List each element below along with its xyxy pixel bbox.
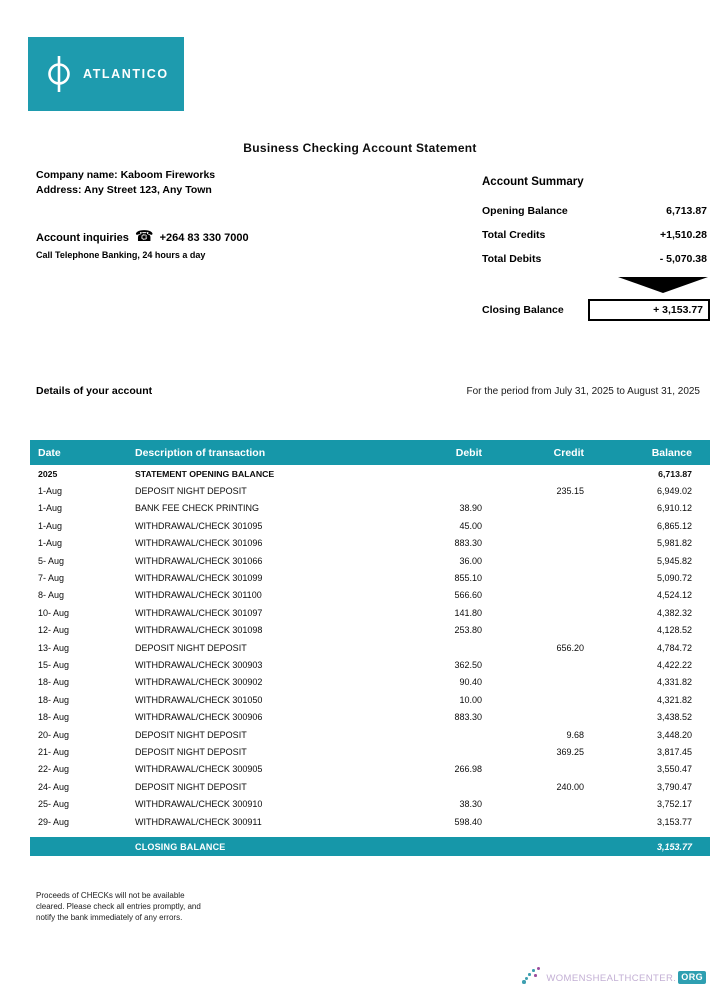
summary-value: 6,713.87	[666, 205, 707, 217]
cell-credit	[490, 500, 588, 517]
cell-credit: 9.68	[566, 729, 584, 740]
phi-icon	[44, 53, 74, 95]
cell-credit: 656.20	[556, 642, 584, 653]
cell-debit	[380, 639, 490, 656]
cell-balance: 6,713.87	[658, 468, 692, 479]
table-row	[30, 795, 710, 812]
cell-balance: 3,790.47	[656, 781, 692, 792]
table-row	[30, 726, 710, 743]
cell-balance: 5,090.72	[656, 573, 692, 584]
closing-balance-label: Closing Balance	[482, 304, 564, 316]
table-row	[30, 656, 710, 673]
cell-balance: 4,422.22	[656, 659, 692, 670]
cell-debit: 253.80	[454, 625, 482, 636]
table-row	[30, 639, 710, 656]
summary-label: Total Debits	[482, 253, 542, 265]
cell-balance: 6,865.12	[656, 520, 692, 531]
cell-description: DEPOSIT NIGHT DEPOSIT	[135, 746, 247, 757]
cell-credit	[490, 708, 588, 725]
cell-debit: 36.00	[459, 555, 482, 566]
table-row	[30, 813, 710, 830]
cell-balance: 3,448.20	[656, 729, 692, 740]
summary-heading: Account Summary	[482, 176, 584, 188]
cell-date: 18- Aug	[38, 677, 70, 688]
cell-debit: 855.10	[454, 573, 482, 584]
cell-credit	[490, 465, 588, 482]
cell-balance: 6,949.02	[656, 486, 692, 497]
cell-balance: 4,784.72	[656, 642, 692, 653]
table-row	[30, 482, 710, 499]
cell-description: WITHDRAWAL/CHECK 301050	[135, 694, 263, 705]
table-row	[30, 552, 710, 569]
cell-debit: 266.98	[454, 764, 482, 775]
cell-balance: 6,910.12	[656, 503, 692, 514]
cell-debit: 598.40	[454, 816, 482, 827]
company-address: Address: Any Street 123, Any Town	[36, 184, 212, 196]
cell-description: DEPOSIT NIGHT DEPOSIT	[135, 729, 247, 740]
cell-date: 18- Aug	[38, 694, 70, 705]
cell-credit	[490, 795, 588, 812]
cell-debit	[380, 482, 490, 499]
cell-date: 1-Aug	[38, 503, 63, 514]
table-row	[30, 691, 710, 708]
cell-debit	[380, 778, 490, 795]
header-credit: Credit	[490, 440, 588, 465]
summary-row	[482, 229, 710, 241]
summary-value: +1,510.28	[659, 229, 707, 241]
cell-date: 24- Aug	[38, 781, 70, 792]
telephone-banking-note: Call Telephone Banking, 24 hours a day	[36, 250, 206, 260]
table-row	[30, 465, 710, 482]
cell-date: 1-Aug	[38, 520, 63, 531]
cell-date: 21- Aug	[38, 746, 70, 757]
company-info	[36, 168, 215, 198]
cell-balance: 3,752.17	[656, 799, 692, 810]
table-row	[30, 500, 710, 517]
cell-debit: 10.00	[459, 694, 482, 705]
cell-date: 2025	[38, 468, 58, 479]
cell-description: WITHDRAWAL/CHECK 300902	[135, 677, 263, 688]
summary-label: Opening Balance	[482, 205, 568, 217]
cell-balance: 5,945.82	[656, 555, 692, 566]
table-row	[30, 535, 710, 552]
cell-date: 15- Aug	[38, 659, 70, 670]
table-row	[30, 587, 710, 604]
table-row	[30, 674, 710, 691]
table-row	[30, 761, 710, 778]
cell-credit: 235.15	[556, 486, 584, 497]
cell-credit	[490, 813, 588, 830]
table-row	[30, 778, 710, 795]
header-description: Description of transaction	[135, 440, 380, 465]
cell-credit	[490, 761, 588, 778]
bank-logo	[28, 37, 184, 111]
table-row	[30, 604, 710, 621]
cell-balance: 3,550.47	[656, 764, 692, 775]
cell-date: 22- Aug	[38, 764, 70, 775]
cell-credit	[490, 691, 588, 708]
table-row	[30, 517, 710, 534]
cell-description: WITHDRAWAL/CHECK 301100	[135, 590, 262, 601]
cell-description: WITHDRAWAL/CHECK 301095	[135, 520, 263, 531]
cell-credit	[490, 535, 588, 552]
cell-debit: 362.50	[454, 659, 482, 670]
summary-value: - 5,070.38	[659, 253, 707, 265]
header-date: Date	[30, 440, 135, 465]
cell-credit: 240.00	[556, 781, 584, 792]
cell-debit	[380, 726, 490, 743]
summary-label: Total Credits	[482, 229, 546, 241]
cell-balance: 4,524.12	[656, 590, 692, 601]
transactions-table	[30, 440, 710, 830]
table-row	[30, 569, 710, 586]
cell-date: 10- Aug	[38, 607, 70, 618]
cell-date: 13- Aug	[38, 642, 70, 653]
cell-debit: 141.80	[454, 607, 482, 618]
details-header	[36, 385, 700, 397]
page-title: Business Checking Account Statement	[243, 141, 477, 155]
cell-debit	[380, 743, 490, 760]
cell-date: 5- Aug	[38, 555, 65, 566]
cell-date: 1-Aug	[38, 486, 63, 497]
cell-description: WITHDRAWAL/CHECK 301096	[135, 538, 263, 549]
bank-name: ATLANTICO	[83, 67, 169, 81]
cell-description: DEPOSIT NIGHT DEPOSIT	[135, 486, 247, 497]
cell-description: WITHDRAWAL/CHECK 300906	[135, 712, 263, 723]
cell-credit: 369.25	[556, 746, 584, 757]
cell-description: WITHDRAWAL/CHECK 300911	[135, 816, 262, 827]
cell-date: 18- Aug	[38, 712, 70, 723]
cell-date: 25- Aug	[38, 799, 70, 810]
cell-debit: 883.30	[454, 538, 482, 549]
cell-balance: 4,321.82	[656, 694, 692, 705]
cell-date: 7- Aug	[38, 573, 65, 584]
table-row	[30, 622, 710, 639]
cell-debit	[380, 465, 490, 482]
cell-credit	[490, 552, 588, 569]
footer-note	[36, 890, 201, 923]
cell-credit	[490, 674, 588, 691]
cell-date: 20- Aug	[38, 729, 70, 740]
header-balance: Balance	[588, 440, 710, 465]
site-watermark	[522, 964, 706, 984]
table-header-row	[30, 440, 710, 465]
company-name: Company name: Kaboom Fireworks	[36, 169, 216, 181]
arrow-down-icon	[618, 277, 708, 293]
cell-balance: 4,128.52	[656, 625, 692, 636]
cell-description: WITHDRAWAL/CHECK 300905	[135, 764, 263, 775]
cell-description: STATEMENT OPENING BALANCE	[135, 468, 275, 479]
watermark-org-badge: ORG	[678, 971, 706, 984]
cell-date: 12- Aug	[38, 625, 70, 636]
cell-date: 29- Aug	[38, 816, 70, 827]
closing-balance-value: + 3,153.77	[588, 299, 710, 321]
closing-balance-bar	[30, 837, 710, 856]
cell-credit	[490, 604, 588, 621]
cell-balance: 4,331.82	[656, 677, 692, 688]
cell-balance: 5,981.82	[656, 538, 692, 549]
inquiries-phone-number: +264 83 330 7000	[159, 231, 249, 244]
cell-debit: 883.30	[454, 712, 482, 723]
cell-description: DEPOSIT NIGHT DEPOSIT	[135, 642, 247, 653]
account-inquiries	[36, 230, 249, 245]
cell-description: BANK FEE CHECK PRINTING	[135, 503, 260, 514]
closing-bar-balance: 3,153.77	[656, 841, 692, 852]
cell-credit	[490, 622, 588, 639]
summary-rows	[482, 205, 710, 265]
cell-description: WITHDRAWAL/CHECK 301098	[135, 625, 263, 636]
closing-balance-row	[482, 299, 710, 321]
summary-row	[482, 205, 710, 217]
cell-credit	[490, 517, 588, 534]
table-row	[30, 708, 710, 725]
cell-description: WITHDRAWAL/CHECK 301099	[135, 573, 263, 584]
cell-debit: 90.40	[459, 677, 482, 688]
cell-description: DEPOSIT NIGHT DEPOSIT	[135, 781, 247, 792]
cell-credit	[490, 587, 588, 604]
summary-row	[482, 253, 710, 265]
footer-line: Proceeds of CHECKs will not be available	[36, 891, 185, 900]
cell-description: WITHDRAWAL/CHECK 301066	[135, 555, 263, 566]
phone-icon: ☎	[134, 228, 154, 245]
details-heading: Details of your account	[36, 385, 153, 397]
cell-description: WITHDRAWAL/CHECK 300910	[135, 799, 263, 810]
cell-balance: 3,438.52	[656, 712, 692, 723]
cell-debit: 38.90	[459, 503, 482, 514]
dots-icon	[522, 964, 544, 984]
cell-debit: 45.00	[459, 520, 482, 531]
cell-description: WITHDRAWAL/CHECK 301097	[135, 607, 263, 618]
cell-balance: 3,153.77	[656, 816, 692, 827]
footer-line: cleared. Please check all entries promptly, and	[36, 902, 201, 911]
cell-debit: 566.60	[454, 590, 482, 601]
closing-bar-label: CLOSING BALANCE	[135, 841, 226, 852]
watermark-domain: WOMENSHEALTHCENTER.	[546, 973, 677, 984]
table-row	[30, 743, 710, 760]
inquiries-label: Account inquiries	[36, 231, 129, 244]
transactions-body	[30, 465, 710, 830]
cell-balance: 3,817.45	[656, 746, 692, 757]
header-debit: Debit	[380, 440, 490, 465]
cell-credit	[490, 656, 588, 673]
cell-date: 1-Aug	[38, 538, 63, 549]
cell-debit: 38.30	[459, 799, 482, 810]
cell-date: 8- Aug	[38, 590, 65, 601]
footer-line: notify the bank immediately of any errors.	[36, 913, 183, 922]
account-summary	[482, 176, 710, 321]
cell-credit	[490, 569, 588, 586]
statement-period: For the period from July 31, 2025 to August 31, 2025	[466, 386, 700, 397]
cell-balance: 4,382.32	[656, 607, 692, 618]
cell-description: WITHDRAWAL/CHECK 300903	[135, 659, 263, 670]
